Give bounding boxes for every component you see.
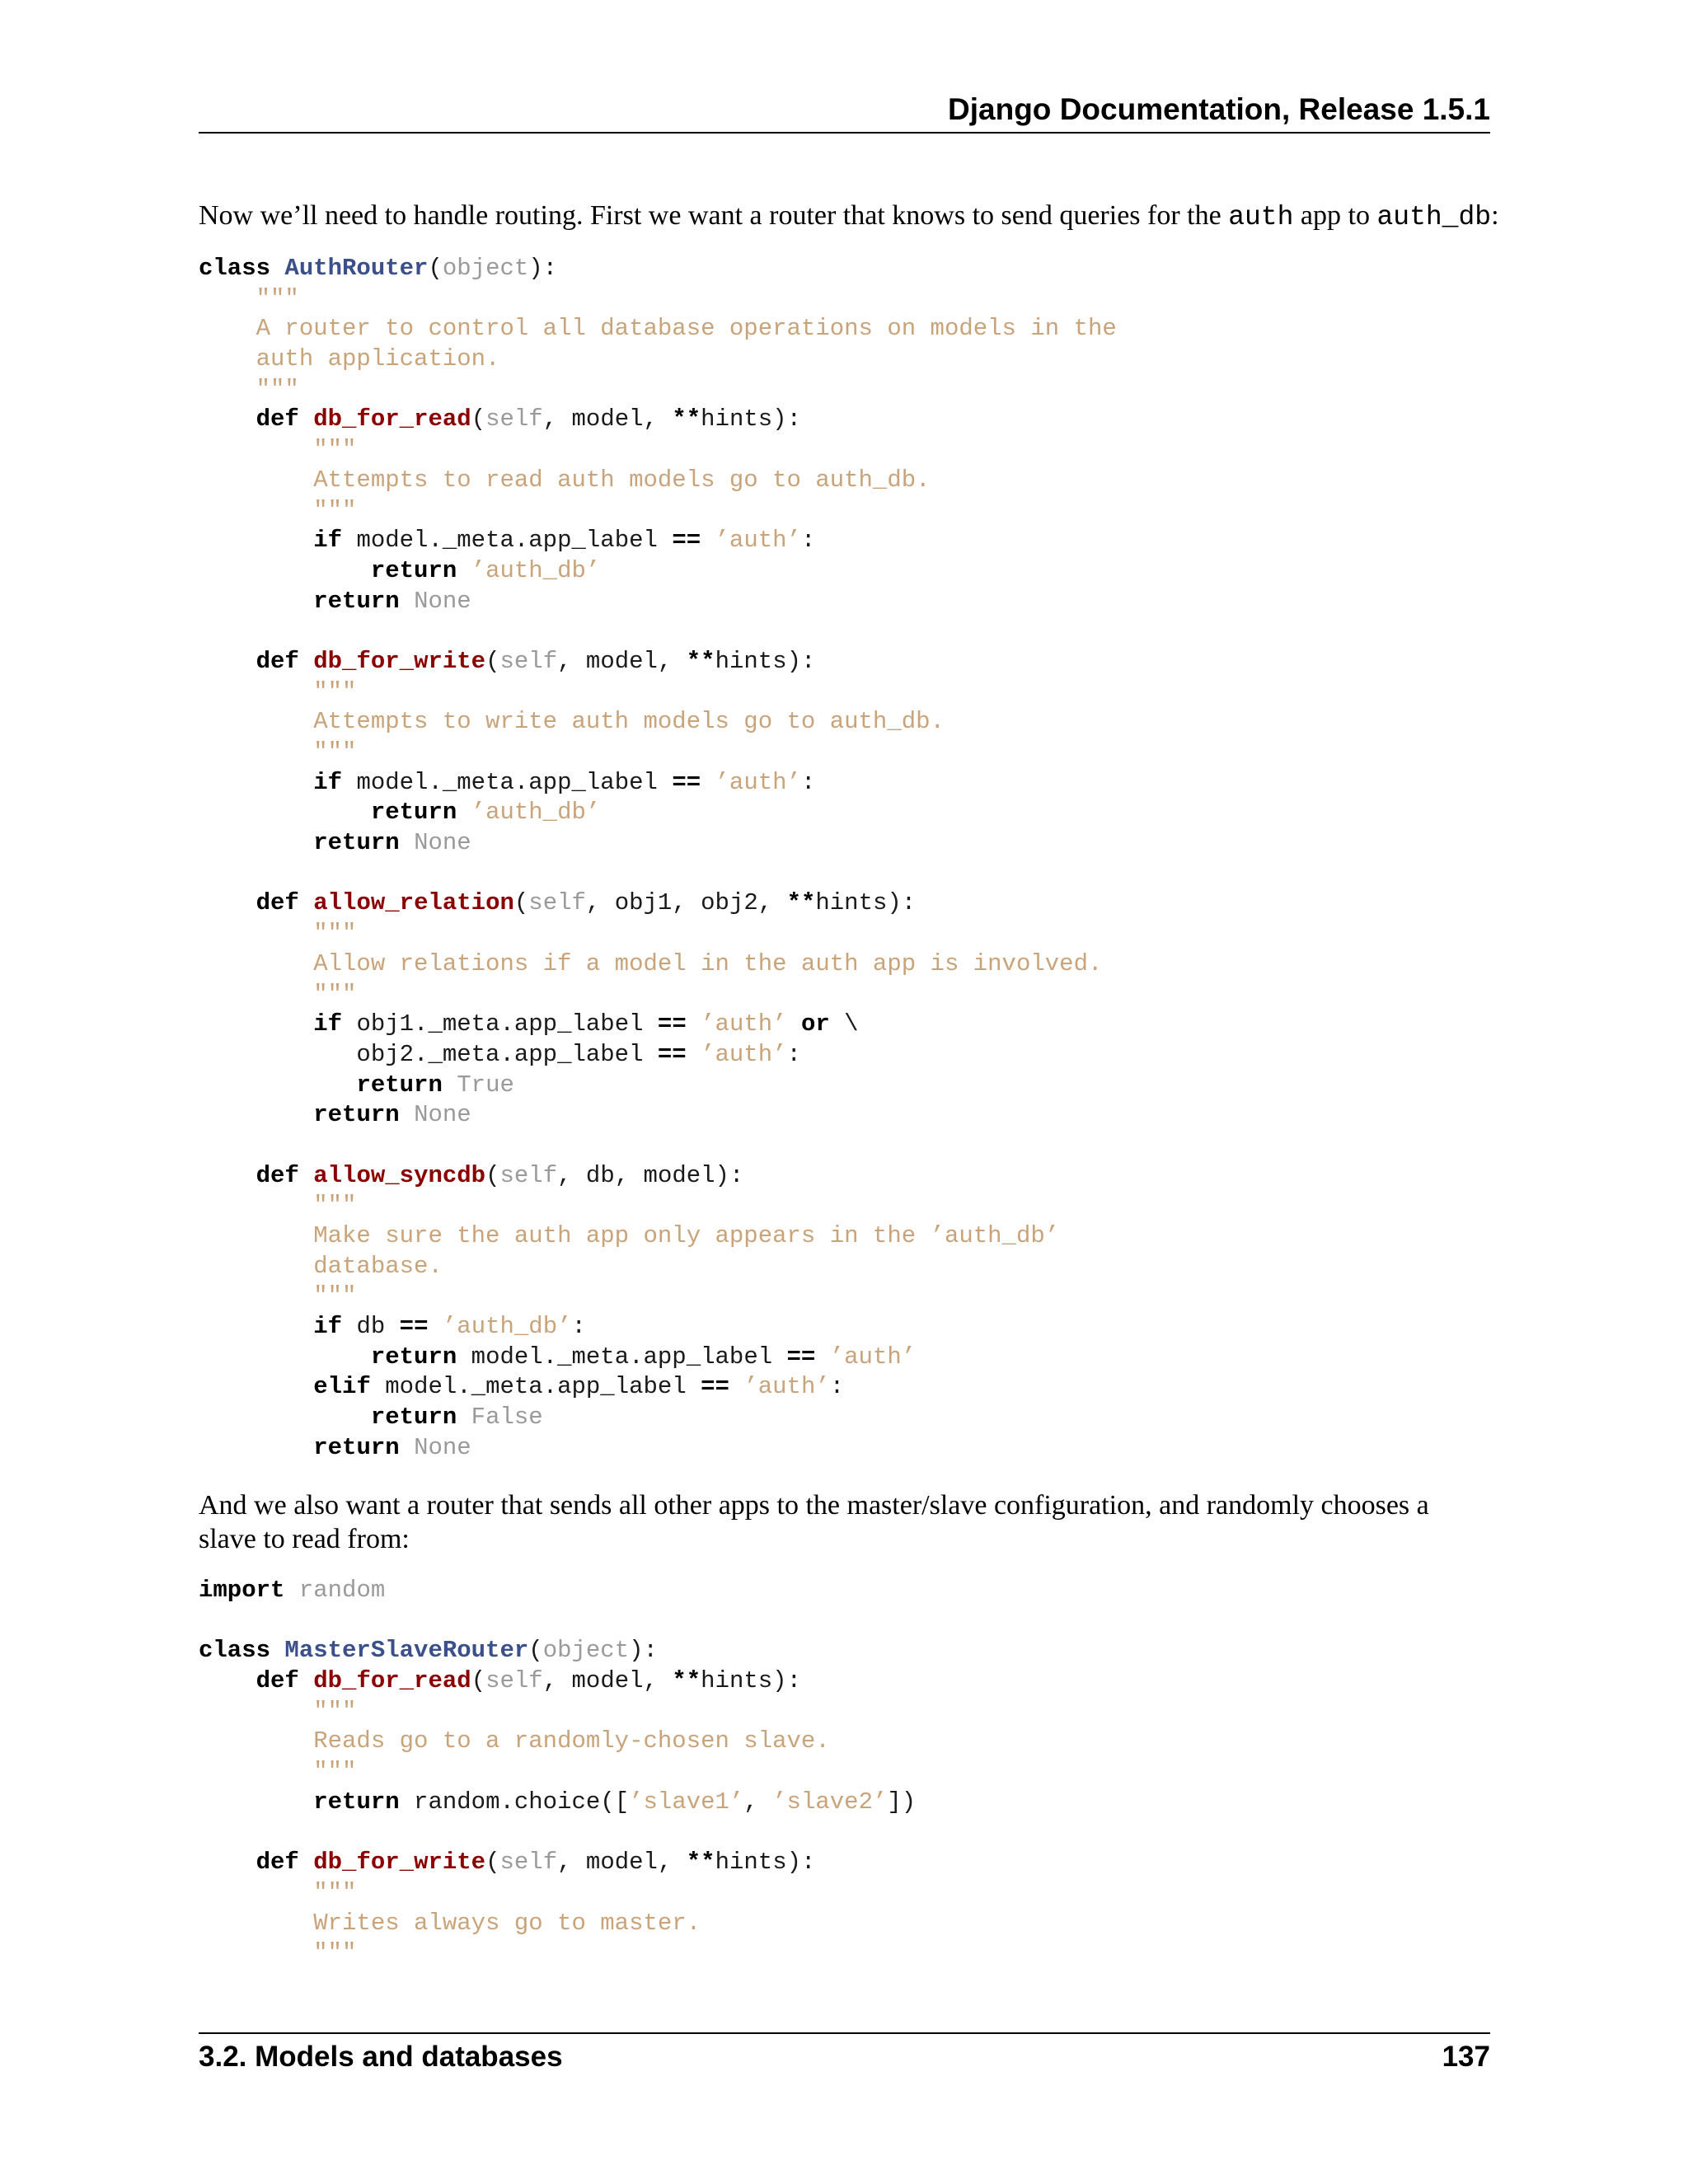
code-line [199,1666,916,1697]
code-token [400,588,414,615]
code-token [199,588,313,615]
inline-code-auth: auth [1228,202,1294,232]
code-token: self [485,405,543,434]
code-line [199,919,1117,949]
code-token: self [528,889,586,917]
code-token: obj1._meta.app_label [342,1010,658,1038]
code-token: def [256,889,299,917]
code-token: """ [313,677,357,705]
code-line [199,435,1117,466]
code-line [199,647,1117,677]
code-token: Attempts to read auth models go to auth_db. [199,466,931,494]
code-token: db_for_write [313,647,486,675]
code-token [199,678,313,705]
code-token: def [256,1161,299,1189]
code-token: : [800,527,816,555]
code-line [199,768,1117,799]
code-token: ’slave2’ [772,1788,888,1816]
code-token: ** [686,647,715,675]
code-token [199,405,256,433]
code-token [199,497,313,524]
code-line [199,587,1117,617]
code-line [199,1040,1117,1071]
code-token: database. [199,1252,443,1280]
code-token: == [701,1373,729,1401]
code-line [199,888,1117,919]
code-token [701,527,715,554]
code-token: None [414,587,471,615]
code-token: self [499,1849,558,1877]
code-token: model._meta.app_label [342,527,673,555]
code-token [199,1343,371,1371]
code-token: hints): [701,1667,801,1695]
code-token: ** [686,1849,715,1877]
code-token: model._meta.app_label [457,1343,787,1371]
code-token: def [256,1849,299,1877]
code-token [270,1637,284,1664]
code-token [199,920,313,947]
code-token: or [800,1010,830,1038]
code-token: db [342,1313,400,1341]
code-line [199,1848,916,1878]
code-token: elif [313,1373,371,1401]
code-token: ( [428,255,443,282]
code-token: == [399,1313,429,1341]
code-line [199,1100,1117,1131]
code-line [199,828,1117,859]
code-token: : [571,1313,586,1341]
code-line [199,1433,1117,1464]
code-token [199,889,256,916]
code-token [687,1041,701,1068]
code-token [400,1101,414,1128]
code-token: hints): [715,647,816,675]
code-line [199,314,1117,344]
code-token [443,1071,457,1099]
code-line [199,284,1117,315]
code-token: ( [471,1667,486,1695]
code-token: """ [313,1282,357,1310]
code-line [199,616,1117,647]
code-line [199,1343,1117,1373]
code-line [199,466,1117,496]
code-token [299,405,313,433]
code-token [199,1162,256,1189]
code-line [199,1757,916,1788]
code-token: ’auth’ [743,1373,830,1401]
code-line [199,1636,916,1666]
code-token: , model, [557,1849,687,1877]
code-token: def [256,1667,299,1695]
code-token: if [313,1313,343,1341]
code-token: ’auth’ [829,1343,917,1371]
code-token: ): [629,1637,658,1665]
code-token [199,1849,256,1876]
page-header [199,91,1490,134]
code-token [199,1434,313,1461]
code-token [299,889,313,916]
code-token: A router to control all database operations on models in the [199,315,1117,343]
code-token [199,436,313,463]
code-token [299,1162,313,1189]
code-token: self [485,1667,543,1695]
code-token: return [313,587,400,615]
code-token: Writes always go to master. [199,1909,701,1937]
paragraph-master-slave-intro: And we also want a router that sends all other apps to the master/slave configuration, and randomly chooses a slave to read from: [199,1490,1429,1554]
code-token: Attempts to write auth models go to auth_db. [199,708,945,736]
code-token [299,1667,313,1694]
code-token: Allow relations if a model in the auth app is involved. [199,949,1103,977]
code-token: == [672,527,701,555]
code-line [199,1161,1117,1192]
code-token: self [499,647,558,675]
code-token: return [313,829,400,857]
code-token [270,255,284,282]
paragraph-text: : [1491,200,1499,231]
code-token [199,799,371,826]
code-token [199,1010,313,1038]
page-number: 137 [1442,2041,1490,2073]
code-token: ( [485,1161,500,1189]
code-token: def [256,405,299,434]
code-token: return [370,556,457,584]
code-token [457,557,471,584]
code-token [199,1404,371,1431]
code-block-auth-router [199,254,1117,1464]
code-line [199,526,1117,556]
code-token: == [657,1040,687,1068]
code-line [199,1403,1117,1433]
code-token: """ [313,1939,357,1967]
code-token: """ [313,496,357,524]
code-token: : [829,1373,845,1401]
code-token: ** [672,1667,701,1695]
code-token: def [256,647,299,675]
code-token: if [313,768,343,796]
code-token [199,376,256,403]
code-line [199,1818,916,1849]
code-line [199,1312,1117,1343]
code-token: MasterSlaveRouter [284,1637,529,1665]
code-token [199,769,313,796]
code-token: random [298,1577,386,1604]
code-token: AuthRouter [284,255,429,282]
code-token: True [457,1071,514,1099]
code-token: """ [256,375,299,403]
code-token [400,829,414,856]
code-token: ’auth’ [715,527,801,555]
code-token [199,1101,313,1128]
code-line [199,1010,1117,1040]
code-token [199,1758,313,1785]
code-token: """ [313,980,357,1008]
code-token: hints): [815,889,917,917]
code-token [815,1343,829,1371]
code-token [199,557,371,584]
code-token: : [800,768,816,796]
code-token: return [370,1343,457,1371]
code-token [199,527,313,554]
section-title: 3.2. Models and databases [199,2041,563,2073]
code-line [199,375,1117,405]
code-token [199,1313,313,1340]
code-line [199,254,1117,284]
code-line [199,405,1117,435]
code-token [400,1434,414,1461]
code-line [199,1727,916,1757]
code-line [199,1372,1117,1403]
code-token [199,1071,356,1099]
code-token: ): [528,255,558,282]
code-token: model._meta.app_label [342,768,673,796]
code-token: \ [829,1010,859,1038]
code-token: """ [313,920,357,948]
code-token: False [471,1404,543,1432]
code-token: """ [313,1878,357,1906]
code-token: hints): [715,1849,816,1877]
code-line [199,738,1117,768]
code-token: ( [528,1637,543,1665]
code-token: allow_relation [313,889,514,917]
code-token: ’auth_db’ [442,1313,572,1341]
code-token: ( [485,647,500,675]
code-token [199,1192,313,1219]
code-line [199,1191,1117,1221]
code-line [199,1131,1117,1161]
code-token: ’auth’ [701,1010,787,1038]
code-token: ’auth_db’ [471,556,601,584]
code-token [701,769,715,796]
code-token [284,1577,298,1604]
code-line [199,1252,1117,1282]
code-line [199,677,1117,708]
paragraph-text: Now we’ll need to handle routing. First we want a router that knows to send queries for the [199,200,1229,231]
code-token [199,1698,313,1725]
code-line [199,1606,916,1637]
code-line [199,1697,916,1727]
code-token: if [313,527,343,555]
code-token [199,738,313,766]
code-token: return [313,1101,400,1129]
code-token [199,648,256,675]
code-token: object [542,1637,630,1665]
inline-code-auth-db: auth_db [1376,202,1492,232]
code-token: obj2._meta.app_label [199,1040,658,1068]
code-token: return [356,1071,443,1099]
code-token: import [199,1577,285,1604]
code-line [199,1909,916,1939]
code-line [199,1938,916,1969]
code-token: """ [313,1758,357,1786]
code-token [199,1282,313,1310]
code-line [199,798,1117,828]
code-token [199,829,313,856]
code-token: random.choice([ [399,1788,630,1816]
code-line [199,859,1117,889]
code-token: , db, model): [557,1161,744,1189]
code-token: : [786,1040,801,1068]
code-token: """ [256,284,299,312]
code-token: model._meta.app_label [370,1373,701,1401]
code-line [199,496,1117,527]
code-token: object [442,255,529,282]
page-footer [199,2032,1490,2080]
code-token: ( [471,405,486,434]
code-token [199,1667,256,1694]
code-line [199,1282,1117,1312]
code-token: class [199,255,271,282]
code-token: == [672,768,701,796]
code-token: ’auth’ [715,768,801,796]
code-token: None [414,829,471,857]
code-token: , obj1, obj2, [585,889,787,917]
code-token: """ [313,1697,357,1725]
code-token [729,1373,743,1400]
code-token: , model, [542,1667,673,1695]
code-token: """ [313,1192,357,1220]
code-line [199,949,1117,980]
code-token: """ [313,738,357,766]
code-line [199,980,1117,1010]
code-token [787,1010,801,1038]
code-token: db_for_read [313,1667,471,1695]
code-token [199,1939,313,1966]
code-line [199,1071,1117,1101]
code-token: ** [672,405,701,434]
code-token: allow_syncdb [313,1161,486,1189]
code-token: == [786,1343,816,1371]
code-token [457,799,471,826]
paragraph-text: app to [1293,200,1377,231]
code-token: """ [313,436,357,464]
code-token: ( [485,1849,500,1877]
code-token: Make sure the auth app only appears in the ’auth_db’ [199,1222,1060,1249]
code-token: ( [513,889,529,917]
code-token: ’auth’ [701,1040,787,1068]
code-token: auth application. [199,345,500,373]
code-token: ]) [887,1788,917,1816]
code-token: class [199,1637,271,1665]
code-line [199,707,1117,738]
code-block-master-slave-router [199,1576,916,1969]
code-token: , model, [557,647,687,675]
code-token: db_for_read [313,405,471,434]
code-token [199,1373,313,1400]
code-token: , model, [542,405,673,434]
code-line [199,344,1117,375]
paragraph-routing-intro [199,199,1499,234]
code-token: hints): [701,405,801,434]
code-token [428,1313,442,1340]
code-token [199,1788,313,1816]
code-token [687,1010,701,1038]
code-token: ’auth_db’ [471,799,601,827]
code-token [199,285,256,312]
code-token: ** [786,889,816,917]
code-token: return [313,1788,400,1816]
code-token: db_for_write [313,1849,486,1877]
code-line [199,556,1117,587]
code-token: Reads go to a randomly-chosen slave. [199,1727,830,1755]
code-line [199,1221,1117,1252]
code-token: , [743,1788,773,1816]
code-token: None [414,1101,471,1129]
code-token [299,1849,313,1876]
code-token: if [313,1010,343,1038]
code-token: return [313,1433,400,1461]
code-line [199,1576,916,1606]
code-token: None [414,1433,471,1461]
document-title: Django Documentation, Release 1.5.1 [948,92,1490,126]
code-token [457,1404,471,1431]
code-line [199,1788,916,1818]
code-token: return [370,799,457,827]
code-token: return [370,1404,457,1432]
code-line [199,1878,916,1909]
code-token [199,981,313,1008]
code-token: self [499,1161,558,1189]
code-token: ’slave1’ [629,1788,744,1816]
code-token [299,648,313,675]
code-token [199,1879,313,1906]
code-token: == [657,1010,687,1038]
